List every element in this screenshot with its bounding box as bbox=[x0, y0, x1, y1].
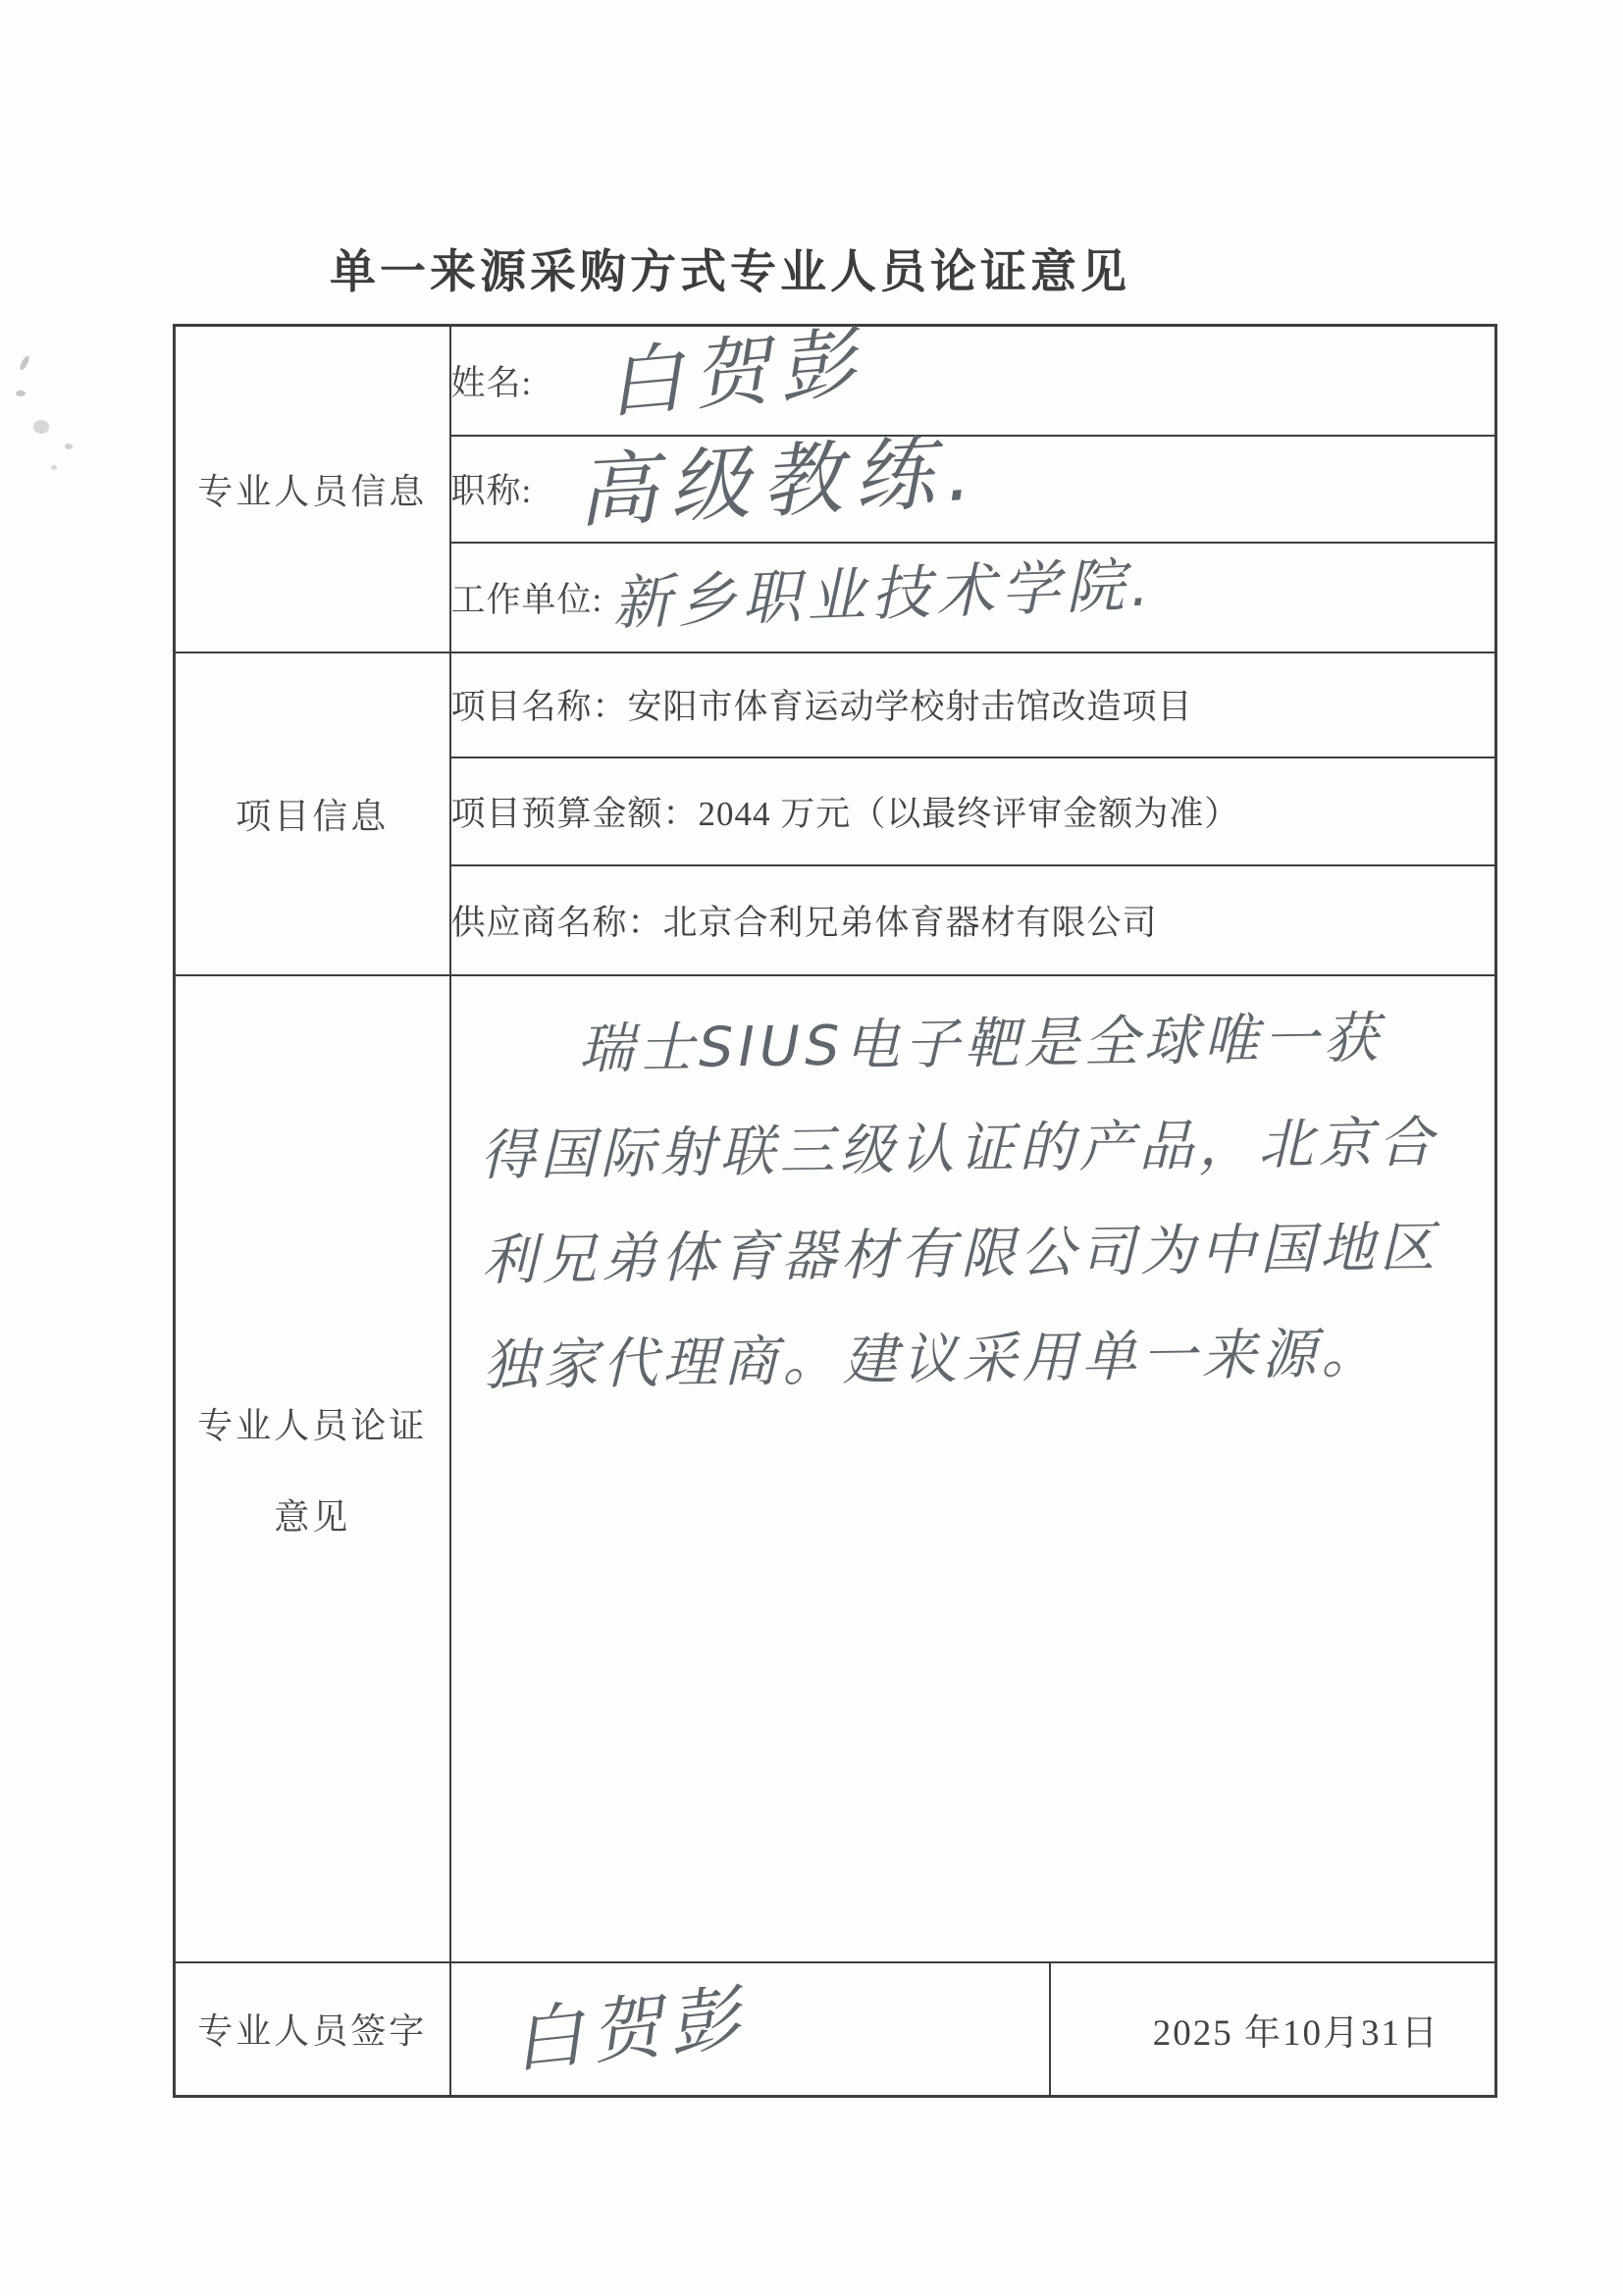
opinion-form-table bbox=[173, 318, 1497, 2098]
job-title-label: 职称: bbox=[450, 472, 533, 510]
opinion-label-line2: 意见 bbox=[274, 1496, 351, 1537]
project-name-text: 项目名称：安阳市体育运动学校射击馆改造项目 bbox=[450, 688, 1193, 726]
signature-date-cell bbox=[1050, 1962, 1496, 2097]
name-cell bbox=[450, 318, 1496, 436]
work-unit-cell bbox=[450, 543, 1496, 652]
opinion-content-cell bbox=[450, 975, 1496, 1962]
job-title-cell bbox=[450, 425, 1496, 543]
signature-handwriting: 白贺彭 bbox=[507, 1975, 752, 2083]
opinion-handwriting bbox=[447, 968, 1470, 1418]
scan-speckle bbox=[65, 444, 73, 449]
name-handwriting: 白贺彭 bbox=[602, 318, 869, 430]
signature-cell bbox=[450, 1962, 1050, 2097]
row-opinion bbox=[175, 975, 1496, 1962]
row-signature bbox=[175, 1962, 1496, 2097]
section-label-opinion bbox=[175, 975, 450, 1962]
project-budget-cell bbox=[450, 757, 1496, 865]
work-unit-handwriting: 新乡职业技术学院. bbox=[611, 549, 1157, 639]
opinion-line-3: 利兄弟体育器材有限公司为中国地区 bbox=[480, 1215, 1440, 1293]
row-name bbox=[175, 326, 1496, 436]
project-budget-text: 项目预算金额：2044 万元（以最终评审金额为准） bbox=[450, 794, 1240, 833]
section-label-project-info: 项目信息 bbox=[175, 652, 450, 975]
scan-speckle bbox=[51, 465, 57, 470]
opinion-line-4: 独家代理商。建议采用单一来源。 bbox=[482, 1321, 1382, 1398]
document-title: 单一来源采购方式专业人员论证意见 bbox=[330, 245, 1130, 299]
job-title-handwriting: 高级教练. bbox=[575, 425, 986, 540]
project-name-cell bbox=[450, 652, 1496, 757]
scan-speckle bbox=[33, 420, 49, 434]
section-label-personnel-info: 专业人员信息 bbox=[175, 326, 450, 652]
opinion-line-2: 得国际射联三级认证的产品，北京合 bbox=[479, 1110, 1439, 1188]
name-label: 姓名: bbox=[450, 363, 533, 402]
signature-date-text: 2025 年10月31日 bbox=[1152, 2012, 1440, 2054]
signature-label: 专业人员签字 bbox=[175, 1962, 450, 2097]
scan-speckle bbox=[16, 391, 26, 396]
scan-speckle bbox=[19, 355, 31, 372]
supplier-text: 供应商名称：北京合利兄弟体育器材有限公司 bbox=[450, 903, 1158, 942]
row-project-name bbox=[175, 652, 1496, 757]
supplier-cell bbox=[450, 865, 1496, 975]
opinion-label-line1: 专业人员论证 bbox=[197, 1405, 428, 1445]
opinion-line-1: 瑞士SIUS电子靶是全球唯一获 bbox=[577, 1006, 1384, 1081]
work-unit-label: 工作单位: bbox=[450, 580, 603, 619]
